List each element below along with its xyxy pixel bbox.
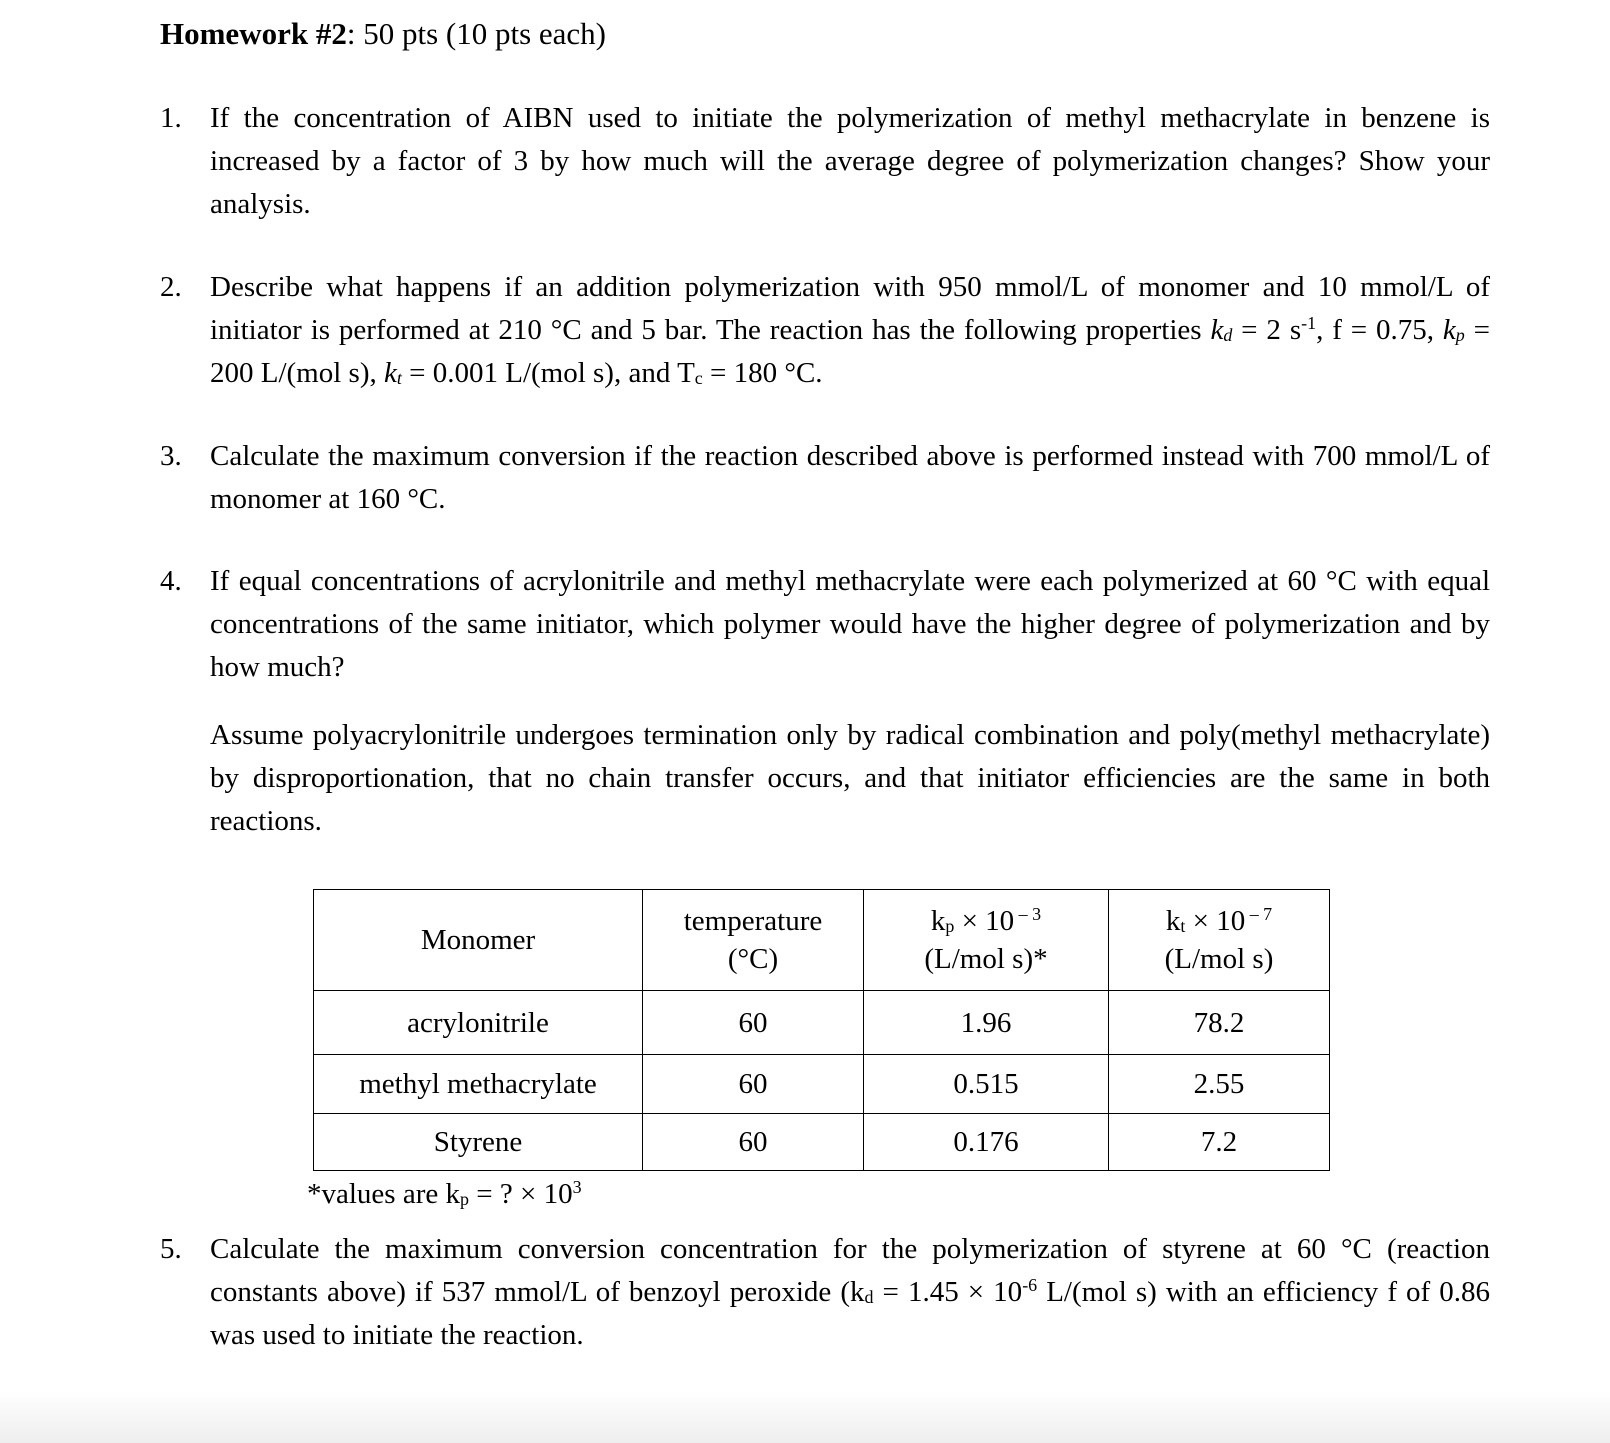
cell-temperature: 60 bbox=[643, 991, 864, 1055]
header-kt-unit: (L/mol s) bbox=[1164, 943, 1274, 975]
question-5 bbox=[160, 1228, 1490, 1357]
kt-multiplier: × 10 bbox=[1185, 905, 1246, 937]
cell-monomer: methyl methacrylate bbox=[314, 1055, 643, 1114]
cell-kp: 0.176 bbox=[864, 1114, 1109, 1171]
q2-text-part: = 200 L/(mol s), bbox=[210, 314, 1491, 389]
question-4 bbox=[160, 560, 1490, 689]
cell-kt: 78.2 bbox=[1109, 991, 1330, 1055]
cell-temperature: 60 bbox=[643, 1114, 864, 1171]
kp-subscript: p bbox=[945, 916, 955, 937]
footnote-text: = ? × 10 bbox=[468, 1178, 573, 1210]
kp-multiplier: × 10 bbox=[954, 905, 1015, 937]
cell-kt: 2.55 bbox=[1109, 1055, 1330, 1114]
q2-tc-subscript: c bbox=[694, 368, 703, 389]
q2-text-part: = 180 °C. bbox=[702, 357, 823, 389]
question-1-number: 1. bbox=[160, 102, 182, 134]
q5-text-part: Calculate the maximum conversion concentration for the polymerization of styrene at 60 °C (reaction constants above) if 537 mmol/L of benzoyl peroxide (k bbox=[210, 1233, 1490, 1308]
header-kt-line1 bbox=[1109, 902, 1329, 940]
header-temperature-line1: temperature bbox=[683, 905, 823, 937]
q2-kd-symbol: k bbox=[1210, 314, 1224, 346]
question-4-assumptions: Assume polyacrylonitrile undergoes termination only by radical combination and poly(methyl methacrylate) by disproportionation, that no chain transfer occurs, and that initiator efficiencies are the same in both reactions. bbox=[210, 719, 1490, 837]
header-kp-unit: (L/mol s)* bbox=[924, 943, 1048, 975]
header-monomer: Monomer bbox=[314, 890, 643, 991]
table-row bbox=[314, 991, 1330, 1055]
question-2 bbox=[160, 266, 1490, 395]
kt-exponent: – 7 bbox=[1245, 904, 1273, 925]
q2-kd-subscript: d bbox=[1223, 325, 1233, 346]
header-temperature bbox=[643, 890, 864, 991]
q5-text-part: = 1.45 × 10 bbox=[873, 1276, 1023, 1308]
question-5-number: 5. bbox=[160, 1233, 182, 1265]
rate-constants-table bbox=[313, 889, 1330, 1171]
page-title bbox=[160, 12, 606, 56]
bottom-shadow bbox=[0, 1391, 1610, 1443]
q2-text-part: = 0.001 L/(mol s), and T bbox=[401, 357, 695, 389]
q5-text-part: L/(mol s) with an efficiency f of 0.86 was used to initiate the reaction. bbox=[210, 1276, 1491, 1351]
kp-exponent: – 3 bbox=[1014, 904, 1042, 925]
q2-kt-subscript: t bbox=[396, 368, 402, 389]
cell-temperature: 60 bbox=[643, 1055, 864, 1114]
q2-s-superscript: -1 bbox=[1301, 313, 1317, 334]
cell-kp: 1.96 bbox=[864, 991, 1109, 1055]
question-3-number: 3. bbox=[160, 440, 182, 472]
question-3 bbox=[160, 435, 1490, 521]
title-bold: Homework #2 bbox=[160, 16, 347, 51]
cell-monomer: acrylonitrile bbox=[314, 991, 643, 1055]
question-4-number: 4. bbox=[160, 565, 182, 597]
q2-kp-symbol: k bbox=[1442, 314, 1456, 346]
footnote-subscript: p bbox=[460, 1189, 469, 1210]
table-header-row bbox=[314, 890, 1330, 991]
table-footnote bbox=[307, 1174, 582, 1214]
footnote-superscript: 3 bbox=[572, 1177, 582, 1198]
q2-text-part: Describe what happens if an addition polymerization with 950 mmol/L of monomer and 10 mmol/L of initiator is performed at 210 °C and 5 bar. The reaction has the following properties bbox=[210, 271, 1490, 346]
kt-symbol: k bbox=[1165, 905, 1181, 937]
kt-subscript: t bbox=[1180, 916, 1186, 937]
q2-kp-subscript: p bbox=[1455, 325, 1465, 346]
cell-kp: 0.515 bbox=[864, 1055, 1109, 1114]
header-kt bbox=[1109, 890, 1330, 991]
q5-exponent: -6 bbox=[1022, 1275, 1038, 1296]
question-1-text: If the concentration of AIBN used to initiate the polymerization of methyl methacrylate in benzene is increased by a factor of 3 by how much will the average degree of polymerization changes? Show your analysis. bbox=[210, 102, 1490, 220]
cell-monomer: Styrene bbox=[314, 1114, 643, 1171]
kp-symbol: k bbox=[930, 905, 946, 937]
question-1 bbox=[160, 97, 1490, 226]
question-5-text bbox=[210, 1228, 1490, 1357]
cell-kt: 7.2 bbox=[1109, 1114, 1330, 1171]
q5-kd-subscript: d bbox=[864, 1287, 874, 1308]
question-4-text: If equal concentrations of acrylonitrile and methyl methacrylate were each polymerized at 60 °C with equal concentrations of the same initiator, which polymer would have the higher degree of polymerization and by how much? bbox=[210, 565, 1490, 683]
q2-text-part: = 2 s bbox=[1232, 314, 1302, 346]
header-kp-line1 bbox=[864, 902, 1108, 940]
footnote-text: *values are k bbox=[307, 1178, 460, 1210]
question-3-text: Calculate the maximum conversion if the reaction described above is performed instead with 700 mmol/L of monomer at 160 °C. bbox=[210, 440, 1490, 515]
header-kp bbox=[864, 890, 1109, 991]
table-row bbox=[314, 1055, 1330, 1114]
title-rest: : 50 pts (10 pts each) bbox=[346, 16, 606, 51]
table-row bbox=[314, 1114, 1330, 1171]
question-2-text bbox=[210, 266, 1490, 395]
q2-text-part: , f = 0.75, bbox=[1316, 314, 1443, 346]
header-temperature-line2: (°C) bbox=[727, 943, 779, 975]
q2-kt-symbol: k bbox=[384, 357, 397, 389]
question-2-number: 2. bbox=[160, 271, 182, 303]
